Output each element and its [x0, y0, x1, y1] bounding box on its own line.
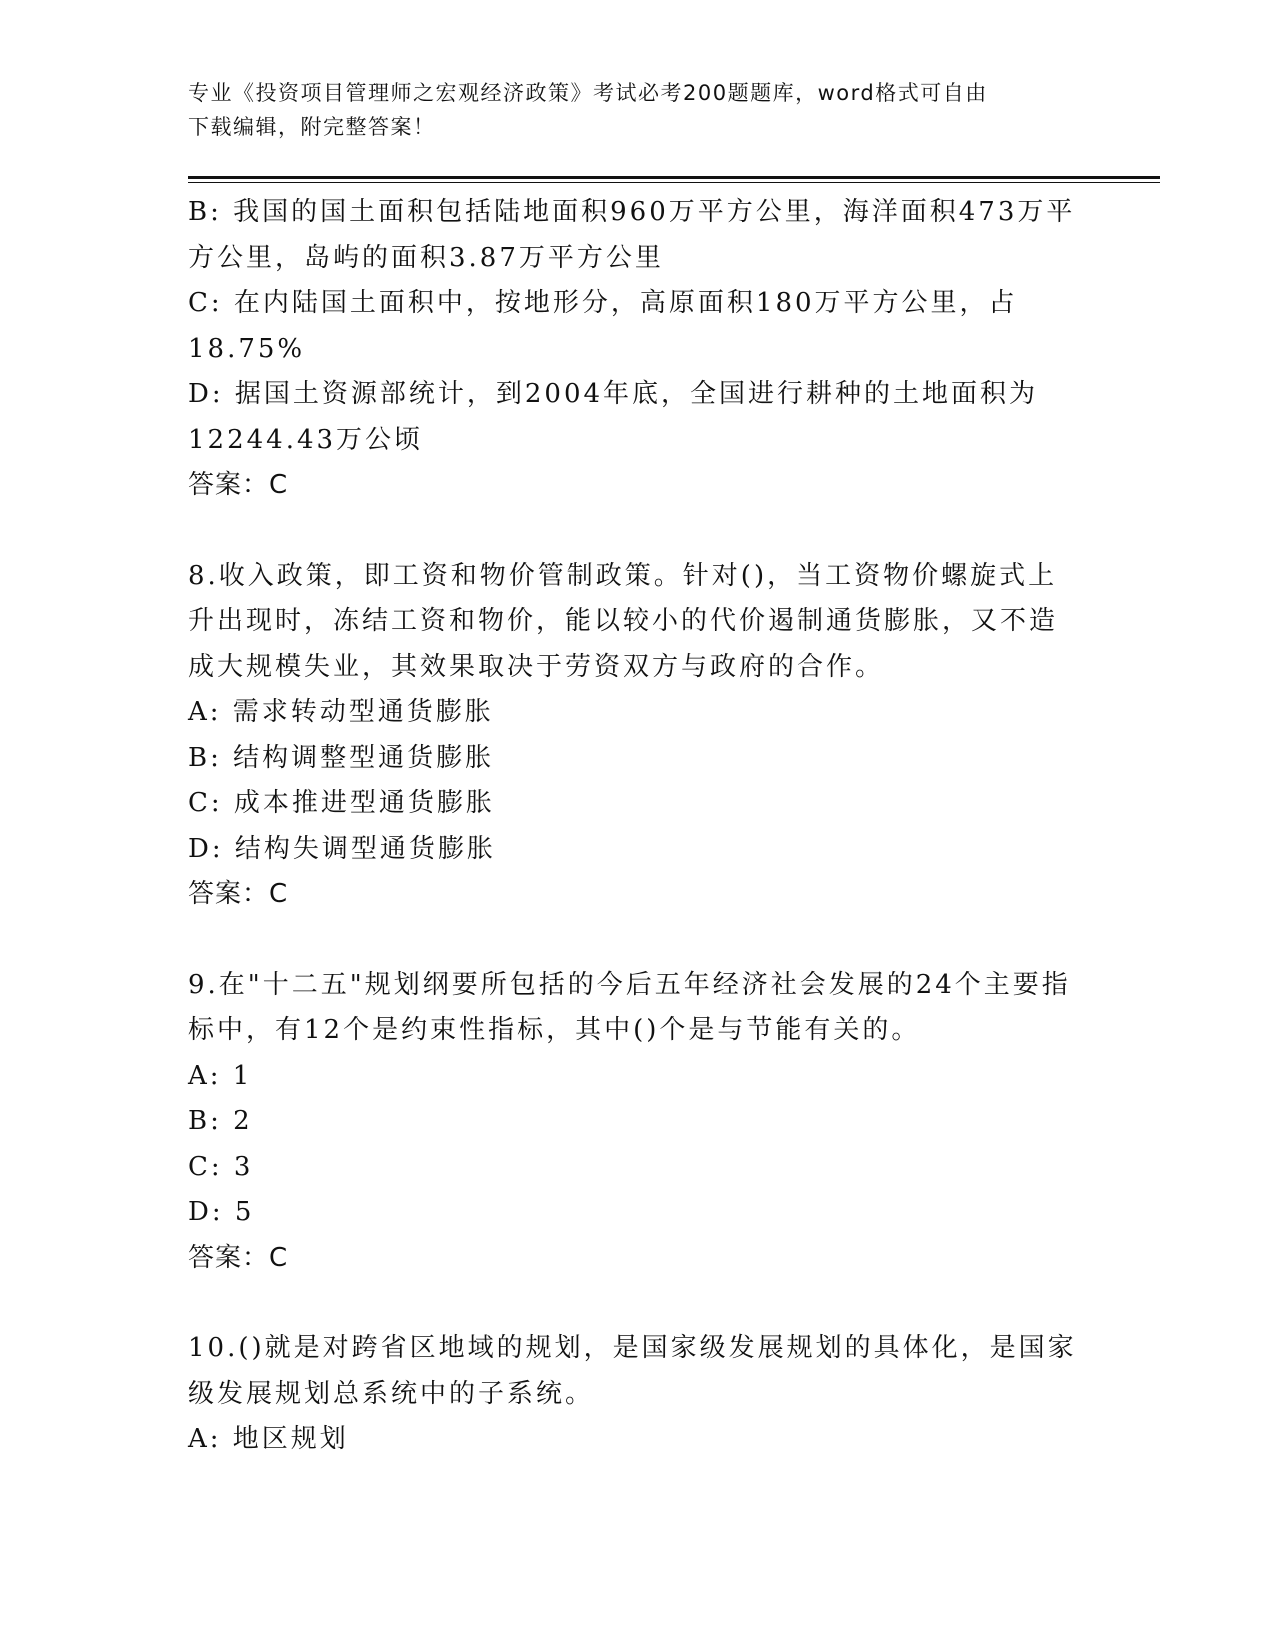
answer: 答案：C: [188, 470, 289, 500]
option-d-line-1: D: 据国土资源部统计，到2004年底，全国进行耕种的土地面积为: [188, 379, 1039, 409]
option-b: B: 结构调整型通货膨胀: [188, 742, 495, 773]
question-stem-line-2: 级发展规划总系统中的子系统。: [188, 1378, 595, 1409]
option-a: A: 需求转动型通货膨胀: [188, 697, 494, 727]
question-stem-line-2: 标中，有12个是约束性指标，其中()个是与节能有关的。: [188, 1015, 921, 1045]
question-7: [188, 190, 1088, 509]
header-rule-thin: [188, 182, 1160, 183]
answer: 答案：C: [188, 879, 289, 909]
question-9: [188, 963, 1088, 1282]
option-b-line-1: B: 我国的国土面积包括陆地面积960万平方公里，海洋面积473万平: [188, 197, 1076, 227]
question-stem-line-3: 成大规模失业，其效果取决于劳资双方与政府的合作。: [188, 651, 885, 682]
spacer: [188, 509, 1088, 554]
option-d: D: 5: [188, 1197, 255, 1227]
answer: 答案：C: [188, 1242, 289, 1273]
question-stem-line-1: 8.收入政策，即工资和物价管制政策。针对()，当工资物价螺旋式上: [188, 560, 1058, 591]
header-rule-thick: [188, 176, 1160, 179]
option-a: A: 1: [188, 1060, 253, 1091]
question-8: [188, 554, 1088, 918]
question-stem-line-1: 10.()就是对跨省区地域的规划，是国家级发展规划的具体化，是国家: [188, 1333, 1077, 1363]
option-c-line-2: 18.75%: [188, 333, 306, 364]
option-c: C: 3: [188, 1151, 254, 1182]
question-stem-line-2: 升出现时，冻结工资和物价，能以较小的代价遏制通货膨胀，又不造: [188, 606, 1059, 636]
question-content: [188, 190, 1088, 1463]
document-header: [188, 76, 1068, 144]
option-a: A: 地区规划: [188, 1424, 349, 1454]
option-b-line-2: 方公里，岛屿的面积3.87万平方公里: [188, 242, 664, 273]
header-line-2: 下载编辑，附完整答案！: [188, 115, 436, 139]
spacer: [188, 918, 1088, 963]
spacer: [188, 1281, 1088, 1326]
option-c-line-1: C: 在内陆国土面积中，按地形分，高原面积180万平方公里，占: [188, 288, 1018, 318]
option-d-line-2: 12244.43万公顷: [188, 424, 424, 455]
question-10: [188, 1326, 1088, 1463]
option-b: B: 2: [188, 1106, 253, 1136]
question-stem-line-1: 9.在"十二五"规划纲要所包括的今后五年经济社会发展的24个主要指: [188, 969, 1071, 1000]
option-d: D: 结构失调型通货膨胀: [188, 833, 496, 864]
header-line-1: 专业《投资项目管理师之宏观经济政策》考试必考200题题库，word格式可自由: [188, 81, 988, 105]
option-c: C: 成本推进型通货膨胀: [188, 788, 495, 818]
